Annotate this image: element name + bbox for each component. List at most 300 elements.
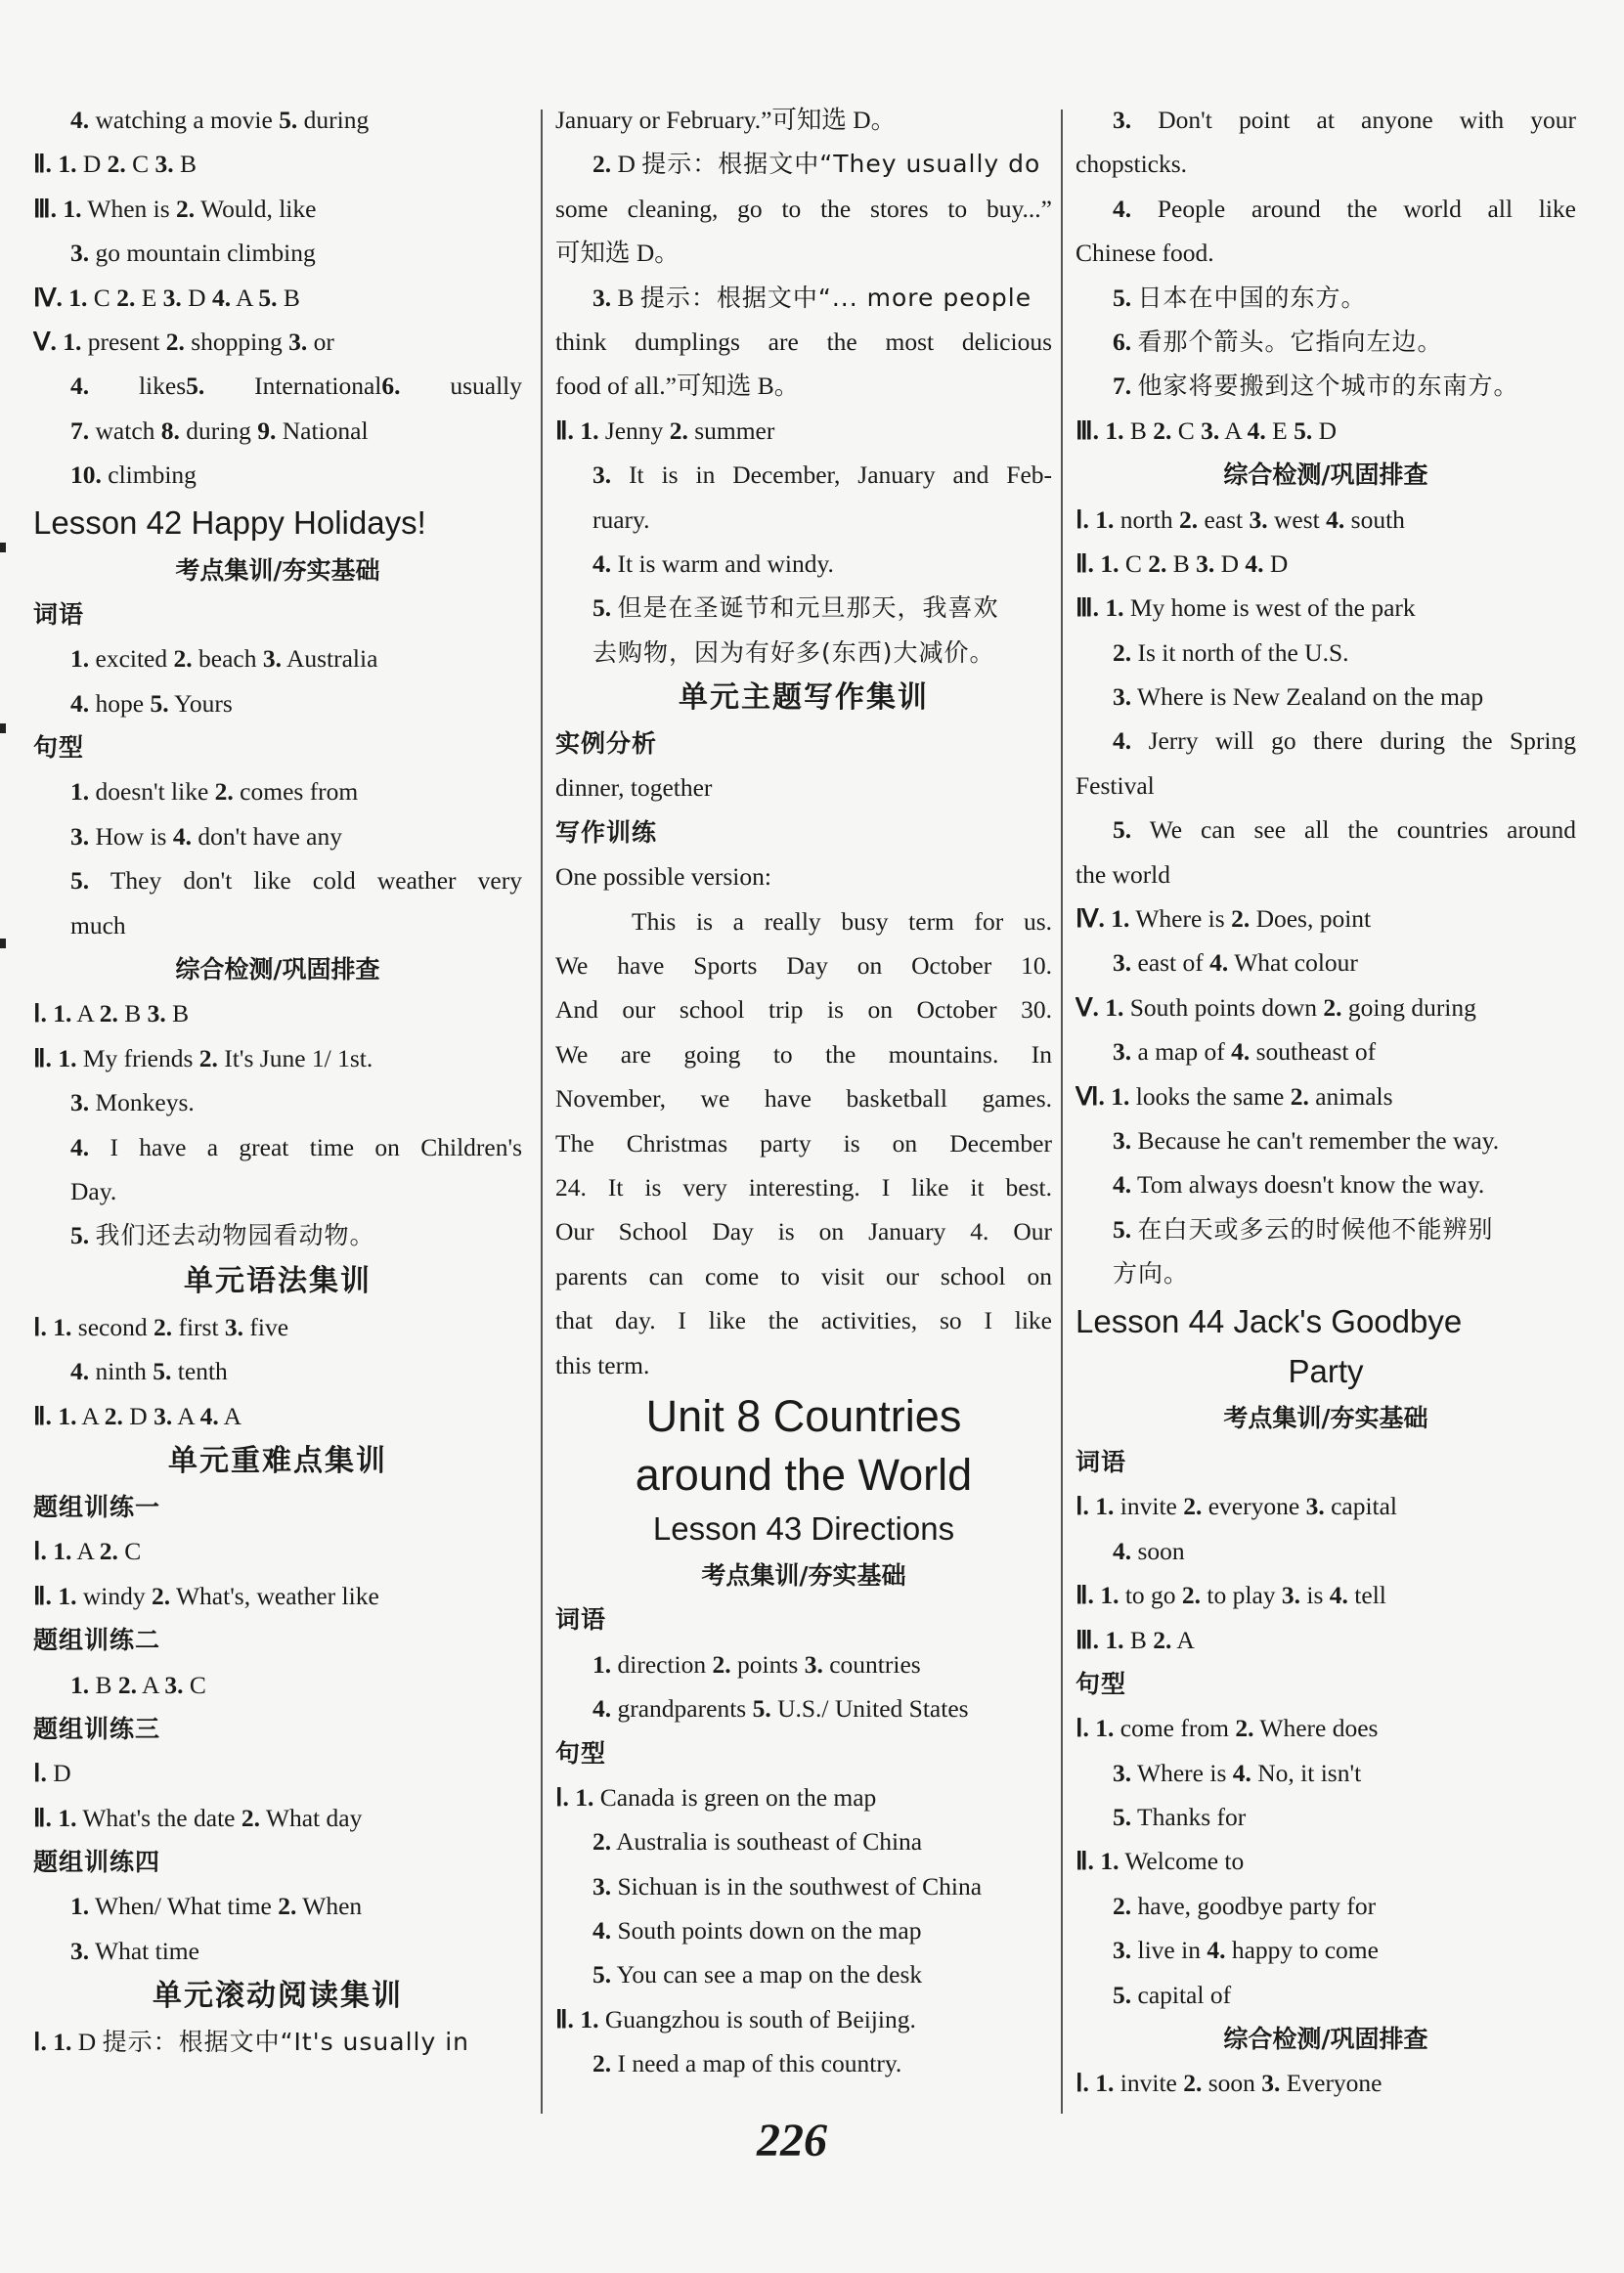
answer-text: Tom always doesn't know the way. bbox=[1137, 1170, 1485, 1200]
answer-line bbox=[1075, 1795, 1576, 1839]
item-number: 1. bbox=[70, 1892, 90, 1921]
unit-section-title: 单元重难点集训 bbox=[168, 1443, 387, 1478]
item-number: 2. bbox=[104, 1401, 123, 1430]
answer-line bbox=[33, 98, 522, 142]
item-number: 2. bbox=[1148, 548, 1167, 578]
answer-text: C bbox=[189, 1670, 206, 1699]
item-number: 5. bbox=[752, 1694, 771, 1724]
answer-continuation: ruary. bbox=[593, 504, 650, 534]
answer-line bbox=[33, 1036, 522, 1080]
answer-continuation: The Christmas party is on December bbox=[555, 1128, 1052, 1158]
item-number: 1. bbox=[70, 644, 90, 674]
answer-line bbox=[33, 1080, 522, 1124]
answer-text: No, it isn't bbox=[1257, 1758, 1362, 1787]
item-number: 1. bbox=[53, 999, 72, 1028]
roman-numeral: Ⅱ. bbox=[1075, 1581, 1094, 1610]
hint-text: 提示：根据文中“They usually do bbox=[641, 150, 1041, 179]
answer-text: A bbox=[223, 1401, 242, 1430]
item-number: 2. bbox=[214, 777, 234, 807]
answer-text: capital bbox=[1331, 1492, 1398, 1521]
binding-mark bbox=[0, 723, 6, 733]
item-number: 1. bbox=[63, 194, 82, 223]
answer-continuation: food of all.”可知选 B。 bbox=[555, 372, 800, 401]
answer-text: How is bbox=[95, 821, 173, 851]
answer-line bbox=[1075, 1973, 1576, 2017]
answer-line bbox=[555, 1686, 1052, 1730]
roman-numeral: Ⅵ. bbox=[1075, 1081, 1105, 1111]
item-number: 1. bbox=[58, 1043, 77, 1072]
item-number: 3. bbox=[593, 1871, 612, 1901]
answer-line bbox=[33, 142, 522, 186]
answer-text: I need a map of this country. bbox=[617, 2049, 902, 2078]
answer-text: grandparents bbox=[617, 1694, 753, 1724]
item-number: 3. bbox=[1113, 948, 1132, 978]
answer-text: doesn't like bbox=[95, 777, 215, 807]
answer-text: Guangzhou is south of Beijing. bbox=[604, 2004, 916, 2033]
answer-continuation: chopsticks. bbox=[1075, 150, 1188, 179]
answer-text: B bbox=[95, 1670, 118, 1699]
roman-numeral: Ⅱ. bbox=[555, 415, 574, 445]
item-number: 5. bbox=[70, 866, 90, 896]
answer-text: everyone bbox=[1207, 1492, 1306, 1521]
binding-mark bbox=[0, 939, 6, 948]
answer-text: B bbox=[172, 999, 190, 1028]
answer-line bbox=[33, 231, 522, 275]
subsection-title: 综合检测/巩固排查 bbox=[1223, 460, 1428, 490]
answer-text: 日本在中国的东方。 bbox=[1137, 283, 1367, 312]
item-number: 8. bbox=[160, 415, 180, 445]
answer-text: tell bbox=[1354, 1581, 1386, 1610]
item-number: 2. bbox=[278, 1892, 297, 1921]
item-number: 3. bbox=[593, 283, 612, 312]
answer-line bbox=[33, 1574, 522, 1618]
answer-line bbox=[33, 364, 522, 408]
item-number: 2. bbox=[1183, 2069, 1203, 2098]
item-number: 2. bbox=[99, 999, 118, 1028]
item-number: 1. bbox=[58, 1401, 77, 1430]
item-number: 3. bbox=[1113, 1125, 1132, 1155]
item-number: 3. bbox=[1196, 548, 1215, 578]
item-number: 3. bbox=[288, 327, 308, 356]
answer-text: countries bbox=[829, 1649, 921, 1679]
item-number: 4. bbox=[70, 1132, 90, 1161]
item-number: 5. bbox=[1113, 1803, 1132, 1832]
answer-line bbox=[33, 2020, 522, 2064]
answer-text: Where does bbox=[1259, 1714, 1379, 1743]
section-header: 词语 bbox=[33, 599, 85, 629]
section-header: 句型 bbox=[1075, 1669, 1127, 1698]
section-header: 题组训练二 bbox=[33, 1626, 161, 1655]
answer-continuation: think dumplings are the most delicious bbox=[555, 327, 1052, 356]
item-number: 4. bbox=[1207, 1936, 1226, 1965]
answer-line bbox=[1075, 631, 1576, 675]
answer-text: U.S./ United States bbox=[777, 1694, 969, 1724]
answer-line bbox=[33, 1213, 522, 1257]
answer-text: comes from bbox=[240, 777, 359, 807]
essay-paragraph: This is a really busy term for us. bbox=[632, 906, 1052, 936]
answer-text: capital of bbox=[1137, 1980, 1232, 2009]
answer-line bbox=[555, 1819, 1052, 1863]
answer-text: invite bbox=[1119, 1492, 1184, 1521]
answer-continuation: We have Sports Day on October 10. bbox=[555, 951, 1052, 981]
item-number: 5. bbox=[70, 1221, 90, 1250]
item-number: 3. bbox=[147, 999, 166, 1028]
answer-line bbox=[555, 542, 1052, 586]
hint-text: 提示：根据文中“It's usually in bbox=[102, 2028, 470, 2057]
section-header: 词语 bbox=[1075, 1447, 1127, 1476]
answer-line bbox=[33, 991, 522, 1035]
item-number: 3. bbox=[1201, 415, 1220, 445]
answer-text: Yours bbox=[174, 688, 233, 718]
answer-text: direction bbox=[617, 1649, 713, 1679]
roman-numeral: Ⅱ. bbox=[33, 1581, 52, 1610]
answer-text: ninth bbox=[95, 1357, 154, 1386]
answer-text: shopping bbox=[191, 327, 289, 356]
answer-line bbox=[555, 1908, 1052, 1952]
answer-continuation: that day. I like the activities, so I like bbox=[555, 1306, 1052, 1335]
answer-text: My home is west of the park bbox=[1129, 593, 1416, 623]
answer-text: west bbox=[1274, 504, 1327, 534]
answer-text: A bbox=[236, 283, 259, 312]
item-number: 1. bbox=[1095, 504, 1115, 534]
answer-text: D bbox=[1269, 548, 1289, 578]
roman-numeral: Ⅰ. bbox=[33, 999, 47, 1028]
item-number: 2. bbox=[165, 327, 185, 356]
answer-text: A bbox=[76, 1537, 100, 1566]
item-number: 1. bbox=[53, 1537, 72, 1566]
roman-numeral: Ⅰ. bbox=[1075, 1714, 1089, 1743]
answer-text: Where is bbox=[1135, 904, 1232, 934]
item-number: 1. bbox=[1095, 2069, 1115, 2098]
item-number: 2. bbox=[116, 283, 136, 312]
section-header: 词语 bbox=[555, 1605, 607, 1635]
item-number: 2. bbox=[712, 1649, 731, 1679]
answer-line bbox=[33, 187, 522, 231]
answer-text: E bbox=[141, 283, 163, 312]
item-number: 1. bbox=[1111, 1081, 1130, 1111]
item-number: 3. bbox=[262, 644, 282, 674]
answer-text: It is warm and windy. bbox=[617, 548, 834, 578]
roman-numeral: Ⅳ. bbox=[1075, 904, 1105, 934]
column-divider bbox=[541, 109, 543, 2114]
answer-line bbox=[33, 1305, 522, 1349]
answer-line bbox=[555, 409, 1052, 453]
subsection-title: 考点集训/夯实基础 bbox=[1223, 1403, 1428, 1432]
item-number: 2. bbox=[1113, 637, 1132, 667]
answer-line bbox=[555, 2041, 1052, 2085]
answer-line bbox=[33, 1929, 522, 1973]
answer-column-3 bbox=[1075, 98, 1576, 2106]
answer-text: B bbox=[180, 150, 198, 179]
item-number: 1. bbox=[593, 1649, 612, 1679]
answer-line bbox=[33, 1349, 522, 1393]
answer-text: C bbox=[1177, 415, 1202, 445]
answer-text: International bbox=[254, 372, 382, 401]
item-number: 5. bbox=[1294, 415, 1313, 445]
answer-line bbox=[33, 453, 522, 497]
answer-text: looks the same bbox=[1135, 1081, 1291, 1111]
lesson-title: Lesson 43 Directions bbox=[652, 1509, 955, 1547]
answer-continuation: parents can come to visit our school on bbox=[555, 1261, 1052, 1290]
item-number: 4. bbox=[211, 283, 232, 312]
item-number: 1. bbox=[575, 1782, 594, 1812]
item-number: 2. bbox=[151, 1581, 171, 1610]
answer-continuation: January or February.”可知选 D。 bbox=[555, 106, 897, 134]
answer-text: You can see a map on the desk bbox=[616, 1960, 923, 1989]
answer-column-2 bbox=[555, 98, 1052, 2086]
answer-line bbox=[555, 1864, 1052, 1908]
item-number: 3. bbox=[154, 150, 174, 179]
answer-continuation: some cleaning, go to the stores to buy...” bbox=[555, 194, 1052, 223]
answer-text: points bbox=[737, 1649, 805, 1679]
answer-text: What's the date bbox=[82, 1803, 241, 1832]
item-number: 2. bbox=[1153, 1625, 1172, 1654]
lesson-title: Party bbox=[1288, 1352, 1364, 1389]
answer-text: watching a movie bbox=[95, 106, 280, 134]
answer-text: second bbox=[77, 1312, 154, 1341]
answer-text: They don't like cold weather very bbox=[110, 866, 522, 896]
answer-line bbox=[1075, 896, 1576, 940]
answer-line bbox=[1075, 586, 1576, 630]
answer-text: C bbox=[124, 1537, 142, 1566]
answer-line bbox=[555, 586, 1052, 630]
section-header: 句型 bbox=[555, 1738, 607, 1768]
answer-text: B bbox=[1129, 415, 1154, 445]
item-number: 3. bbox=[1113, 106, 1132, 134]
column-divider bbox=[1061, 109, 1063, 2114]
roman-numeral: Ⅰ. bbox=[1075, 2069, 1089, 2098]
roman-numeral: Ⅰ. bbox=[33, 1537, 47, 1566]
hint-text: 提示：根据文中“... more people bbox=[639, 283, 1032, 312]
answer-line bbox=[1075, 1884, 1576, 1928]
answer-line bbox=[1075, 187, 1576, 231]
answer-continuation: much bbox=[70, 910, 126, 940]
item-number: 2. bbox=[173, 644, 193, 674]
answer-text: soon bbox=[1207, 2069, 1262, 2098]
item-number: 2. bbox=[593, 1827, 612, 1857]
answer-text: 我们还去动物园看动物。 bbox=[95, 1221, 375, 1250]
answer-text: When is bbox=[87, 194, 177, 223]
item-number: 4. bbox=[1113, 1170, 1132, 1200]
answer-text: C bbox=[1124, 548, 1149, 578]
answer-line bbox=[1075, 1118, 1576, 1162]
answer-line bbox=[1075, 2061, 1576, 2105]
answer-text: A bbox=[177, 1401, 200, 1430]
section-header: 题组训练三 bbox=[33, 1714, 161, 1743]
item-number: 5. bbox=[593, 593, 612, 623]
answer-text: What day bbox=[265, 1803, 363, 1832]
item-number: 4. bbox=[70, 372, 90, 401]
answer-continuation: 可知选 D。 bbox=[555, 239, 680, 268]
answer-text: animals bbox=[1315, 1081, 1393, 1111]
item-number: 3. bbox=[1261, 2069, 1281, 2098]
answer-text: A bbox=[141, 1670, 165, 1699]
answer-text: is bbox=[1306, 1581, 1330, 1610]
item-number: 4. bbox=[1247, 415, 1266, 445]
answer-text: invite bbox=[1119, 2069, 1184, 2098]
item-number: 4. bbox=[1113, 1536, 1132, 1565]
answer-text: Because he can't remember the way. bbox=[1137, 1125, 1500, 1155]
answer-text: 但是在圣诞节和元旦那天，我喜欢 bbox=[617, 593, 999, 623]
answer-text: going during bbox=[1347, 992, 1476, 1022]
item-number: 2. bbox=[99, 1537, 118, 1566]
answer-line bbox=[33, 681, 522, 725]
answer-text: D bbox=[617, 150, 642, 179]
subsection-title: 考点集训/夯实基础 bbox=[701, 1560, 906, 1590]
answer-text: watch bbox=[95, 415, 161, 445]
section-header: 题组训练一 bbox=[33, 1492, 161, 1521]
item-number: 2. bbox=[1290, 1081, 1309, 1111]
item-number: 5. bbox=[1113, 1214, 1132, 1244]
unit-section-title: 单元主题写作集训 bbox=[679, 680, 929, 716]
section-header: 句型 bbox=[33, 733, 85, 763]
answer-text: usually bbox=[450, 372, 522, 401]
binding-mark bbox=[0, 543, 6, 552]
lesson-title: Lesson 44 Jack's Goodbye bbox=[1075, 1302, 1463, 1339]
answer-continuation: this term. bbox=[555, 1350, 650, 1379]
subsection-title: 综合检测/巩固排查 bbox=[1223, 2025, 1428, 2054]
answer-text: a map of bbox=[1137, 1037, 1232, 1067]
item-number: 3. bbox=[70, 239, 90, 268]
item-number: 2. bbox=[1113, 1891, 1132, 1920]
item-number: 5. bbox=[1113, 815, 1132, 845]
item-number: 2. bbox=[117, 1670, 138, 1699]
page-number: 226 bbox=[757, 2115, 827, 2166]
answer-line bbox=[1075, 1484, 1576, 1528]
answer-text: B bbox=[124, 999, 148, 1028]
item-number: 2. bbox=[593, 2049, 612, 2078]
answer-text: E bbox=[1272, 415, 1295, 445]
answer-text: Thanks for bbox=[1137, 1803, 1247, 1832]
answer-line bbox=[555, 1997, 1052, 2041]
item-number: 1. bbox=[1105, 992, 1124, 1022]
answer-text: South points down bbox=[1129, 992, 1324, 1022]
answer-text: What colour bbox=[1234, 948, 1358, 978]
item-number: 2. bbox=[107, 150, 126, 179]
answer-text: during bbox=[186, 415, 258, 445]
item-number: 1. bbox=[58, 150, 77, 179]
answer-text: A bbox=[1224, 415, 1248, 445]
item-number: 3. bbox=[593, 460, 612, 490]
item-number: 1. bbox=[53, 2028, 72, 2057]
item-number: 3. bbox=[224, 1312, 244, 1341]
answer-continuation: Festival bbox=[1075, 770, 1155, 800]
answer-line bbox=[1075, 320, 1576, 364]
item-number: 1. bbox=[1095, 1714, 1115, 1743]
item-number: 5. bbox=[186, 372, 205, 401]
item-number: 1. bbox=[1100, 548, 1119, 578]
item-number: 1. bbox=[580, 2004, 599, 2033]
answer-line bbox=[1075, 940, 1576, 984]
answer-text: 在白天或多云的时候他不能辨别 bbox=[1137, 1214, 1494, 1244]
roman-numeral: Ⅳ. bbox=[33, 283, 63, 312]
answer-text: Where is bbox=[1137, 1758, 1233, 1787]
answer-text: Jenny bbox=[604, 415, 670, 445]
answer-line bbox=[1075, 276, 1576, 320]
item-number: 2. bbox=[593, 150, 612, 179]
item-number: 7. bbox=[1113, 372, 1132, 401]
answer-line bbox=[555, 1642, 1052, 1686]
answer-line bbox=[1075, 1573, 1576, 1617]
roman-numeral: Ⅱ. bbox=[33, 1401, 52, 1430]
answer-text: A bbox=[76, 999, 100, 1028]
item-number: 4. bbox=[1113, 726, 1132, 756]
answer-continuation: And our school trip is on October 30. bbox=[555, 995, 1052, 1025]
answer-text: first bbox=[178, 1312, 225, 1341]
answer-line bbox=[555, 1952, 1052, 1996]
item-number: 1. bbox=[70, 777, 90, 807]
answer-continuation: Our School Day is on January 4. Our bbox=[555, 1217, 1052, 1246]
section-header: 写作训练 bbox=[555, 817, 658, 847]
answer-line bbox=[1075, 1928, 1576, 1972]
answer-text: Welcome to bbox=[1124, 1847, 1245, 1876]
answer-line bbox=[1075, 719, 1576, 763]
answer-text: Australia is southeast of China bbox=[616, 1827, 923, 1857]
answer-text: South points down on the map bbox=[617, 1916, 922, 1945]
answer-line bbox=[1075, 1207, 1576, 1251]
item-number: 2. bbox=[669, 415, 688, 445]
answer-line bbox=[555, 1775, 1052, 1819]
answer-text: southeast of bbox=[1255, 1037, 1377, 1067]
answer-line bbox=[555, 453, 1052, 497]
answer-text: tenth bbox=[177, 1357, 228, 1386]
item-number: 1. bbox=[1105, 593, 1124, 623]
answer-text: beach bbox=[198, 644, 263, 674]
answer-text: What's, weather like bbox=[175, 1581, 379, 1610]
item-number: 6. bbox=[1113, 327, 1132, 356]
answer-text: Does, point bbox=[1255, 904, 1372, 934]
answer-text: present bbox=[87, 327, 166, 356]
answer-line bbox=[1075, 542, 1576, 586]
answer-text: soon bbox=[1137, 1536, 1185, 1565]
answer-text: D bbox=[129, 1401, 154, 1430]
answer-column-1 bbox=[33, 98, 522, 2065]
answer-line bbox=[33, 814, 522, 858]
answer-text: go mountain climbing bbox=[95, 239, 316, 268]
answer-text: Canada is green on the map bbox=[599, 1782, 877, 1812]
roman-numeral: Ⅰ. bbox=[1075, 504, 1089, 534]
item-number: 10. bbox=[70, 460, 102, 490]
item-number: 4. bbox=[593, 1916, 612, 1945]
answer-text: Don't point at anyone with your bbox=[1158, 106, 1576, 134]
item-number: 3. bbox=[1113, 1936, 1132, 1965]
answer-text: B bbox=[1129, 1625, 1154, 1654]
item-number: 5. bbox=[150, 688, 169, 718]
item-number: 4. bbox=[593, 548, 612, 578]
item-number: 1. bbox=[1111, 904, 1130, 934]
item-number: 4. bbox=[172, 821, 192, 851]
item-number: 1. bbox=[580, 415, 599, 445]
answer-text: live in bbox=[1137, 1936, 1207, 1965]
answer-text: Is it north of the U.S. bbox=[1137, 637, 1349, 667]
answer-text: Where is New Zealand on the map bbox=[1137, 682, 1484, 712]
answer-text: Monkeys. bbox=[95, 1088, 195, 1117]
answer-text: five bbox=[249, 1312, 289, 1341]
answer-text: 看那个箭头。它指向左边。 bbox=[1137, 327, 1443, 356]
answer-line bbox=[1075, 1074, 1576, 1118]
item-number: 7. bbox=[70, 415, 90, 445]
item-number: 4. bbox=[1329, 1581, 1348, 1610]
item-number: 2. bbox=[241, 1803, 260, 1832]
answer-continuation: dinner, together bbox=[555, 773, 713, 803]
roman-numeral: Ⅰ. bbox=[33, 2028, 47, 2057]
answer-line bbox=[1075, 1751, 1576, 1795]
item-number: 2. bbox=[176, 194, 196, 223]
answer-text: Sichuan is in the southwest of China bbox=[617, 1871, 983, 1901]
answer-line bbox=[33, 636, 522, 680]
item-number: 2. bbox=[1178, 504, 1199, 534]
item-number: 5. bbox=[279, 106, 298, 134]
